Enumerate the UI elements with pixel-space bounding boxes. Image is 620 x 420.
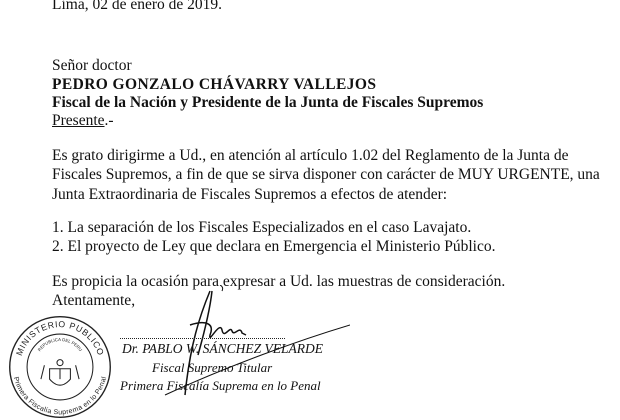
- signer-office: Primera Fiscalía Suprema en lo Penal: [120, 378, 321, 393]
- signature-line: [120, 338, 285, 339]
- list-item: 2. El proyecto de Ley que declara en Emergencia el Ministerio Público.: [52, 238, 496, 255]
- closing-sentence: Es propicia la ocasión para expresar a Ud. las muestras de consideración.: [52, 273, 506, 290]
- svg-text:REPUBLICA DEL PERU: [37, 337, 83, 352]
- signer-name: Dr. PABLO W. SÁNCHEZ VELARDE: [122, 341, 324, 356]
- list-item: 1. La separación de los Fiscales Especializados en el caso Lavajato.: [52, 219, 472, 236]
- body-line: Junta Extraordinaria de Fiscales Supremos a efectos de atender:: [52, 186, 448, 203]
- official-stamp: [8, 315, 112, 419]
- stamp-inner-text: REPUBLICA DEL PERU: [36, 336, 84, 353]
- recipient-title: Fiscal de la Nación y Presidente de la Junta de Fiscales Supremos: [52, 94, 484, 111]
- stamp-top-text: MINISTERIO PUBLICO: [13, 319, 107, 358]
- recipient-name: PEDRO GONZALO CHÁVARRY VALLEJOS: [52, 76, 377, 93]
- date-line: Lima, 02 de enero de 2019.: [52, 0, 223, 13]
- coat-of-arms-icon: [41, 360, 79, 386]
- signer-title: Fiscal Supremo Titular: [152, 360, 273, 375]
- stamp-bottom-text: Primera Fiscalía Suprema en lo Penal: [11, 376, 109, 417]
- body-line: Es grato dirigirme a Ud., en atención al artículo 1.02 del Reglamento de la Junta de: [52, 147, 569, 164]
- presente-line: [52, 112, 114, 130]
- svg-text:Primera Fiscalía Suprema en lo: [12, 376, 108, 417]
- presente: Presente: [52, 112, 105, 129]
- salutation: Señor doctor: [52, 57, 132, 74]
- closing: Atentamente,: [52, 292, 136, 309]
- presente-suffix: .-: [104, 112, 114, 129]
- body-line: Fiscales Supremos, a fin de que se sirva disponer con carácter de MUY URGENTE, una: [52, 166, 600, 183]
